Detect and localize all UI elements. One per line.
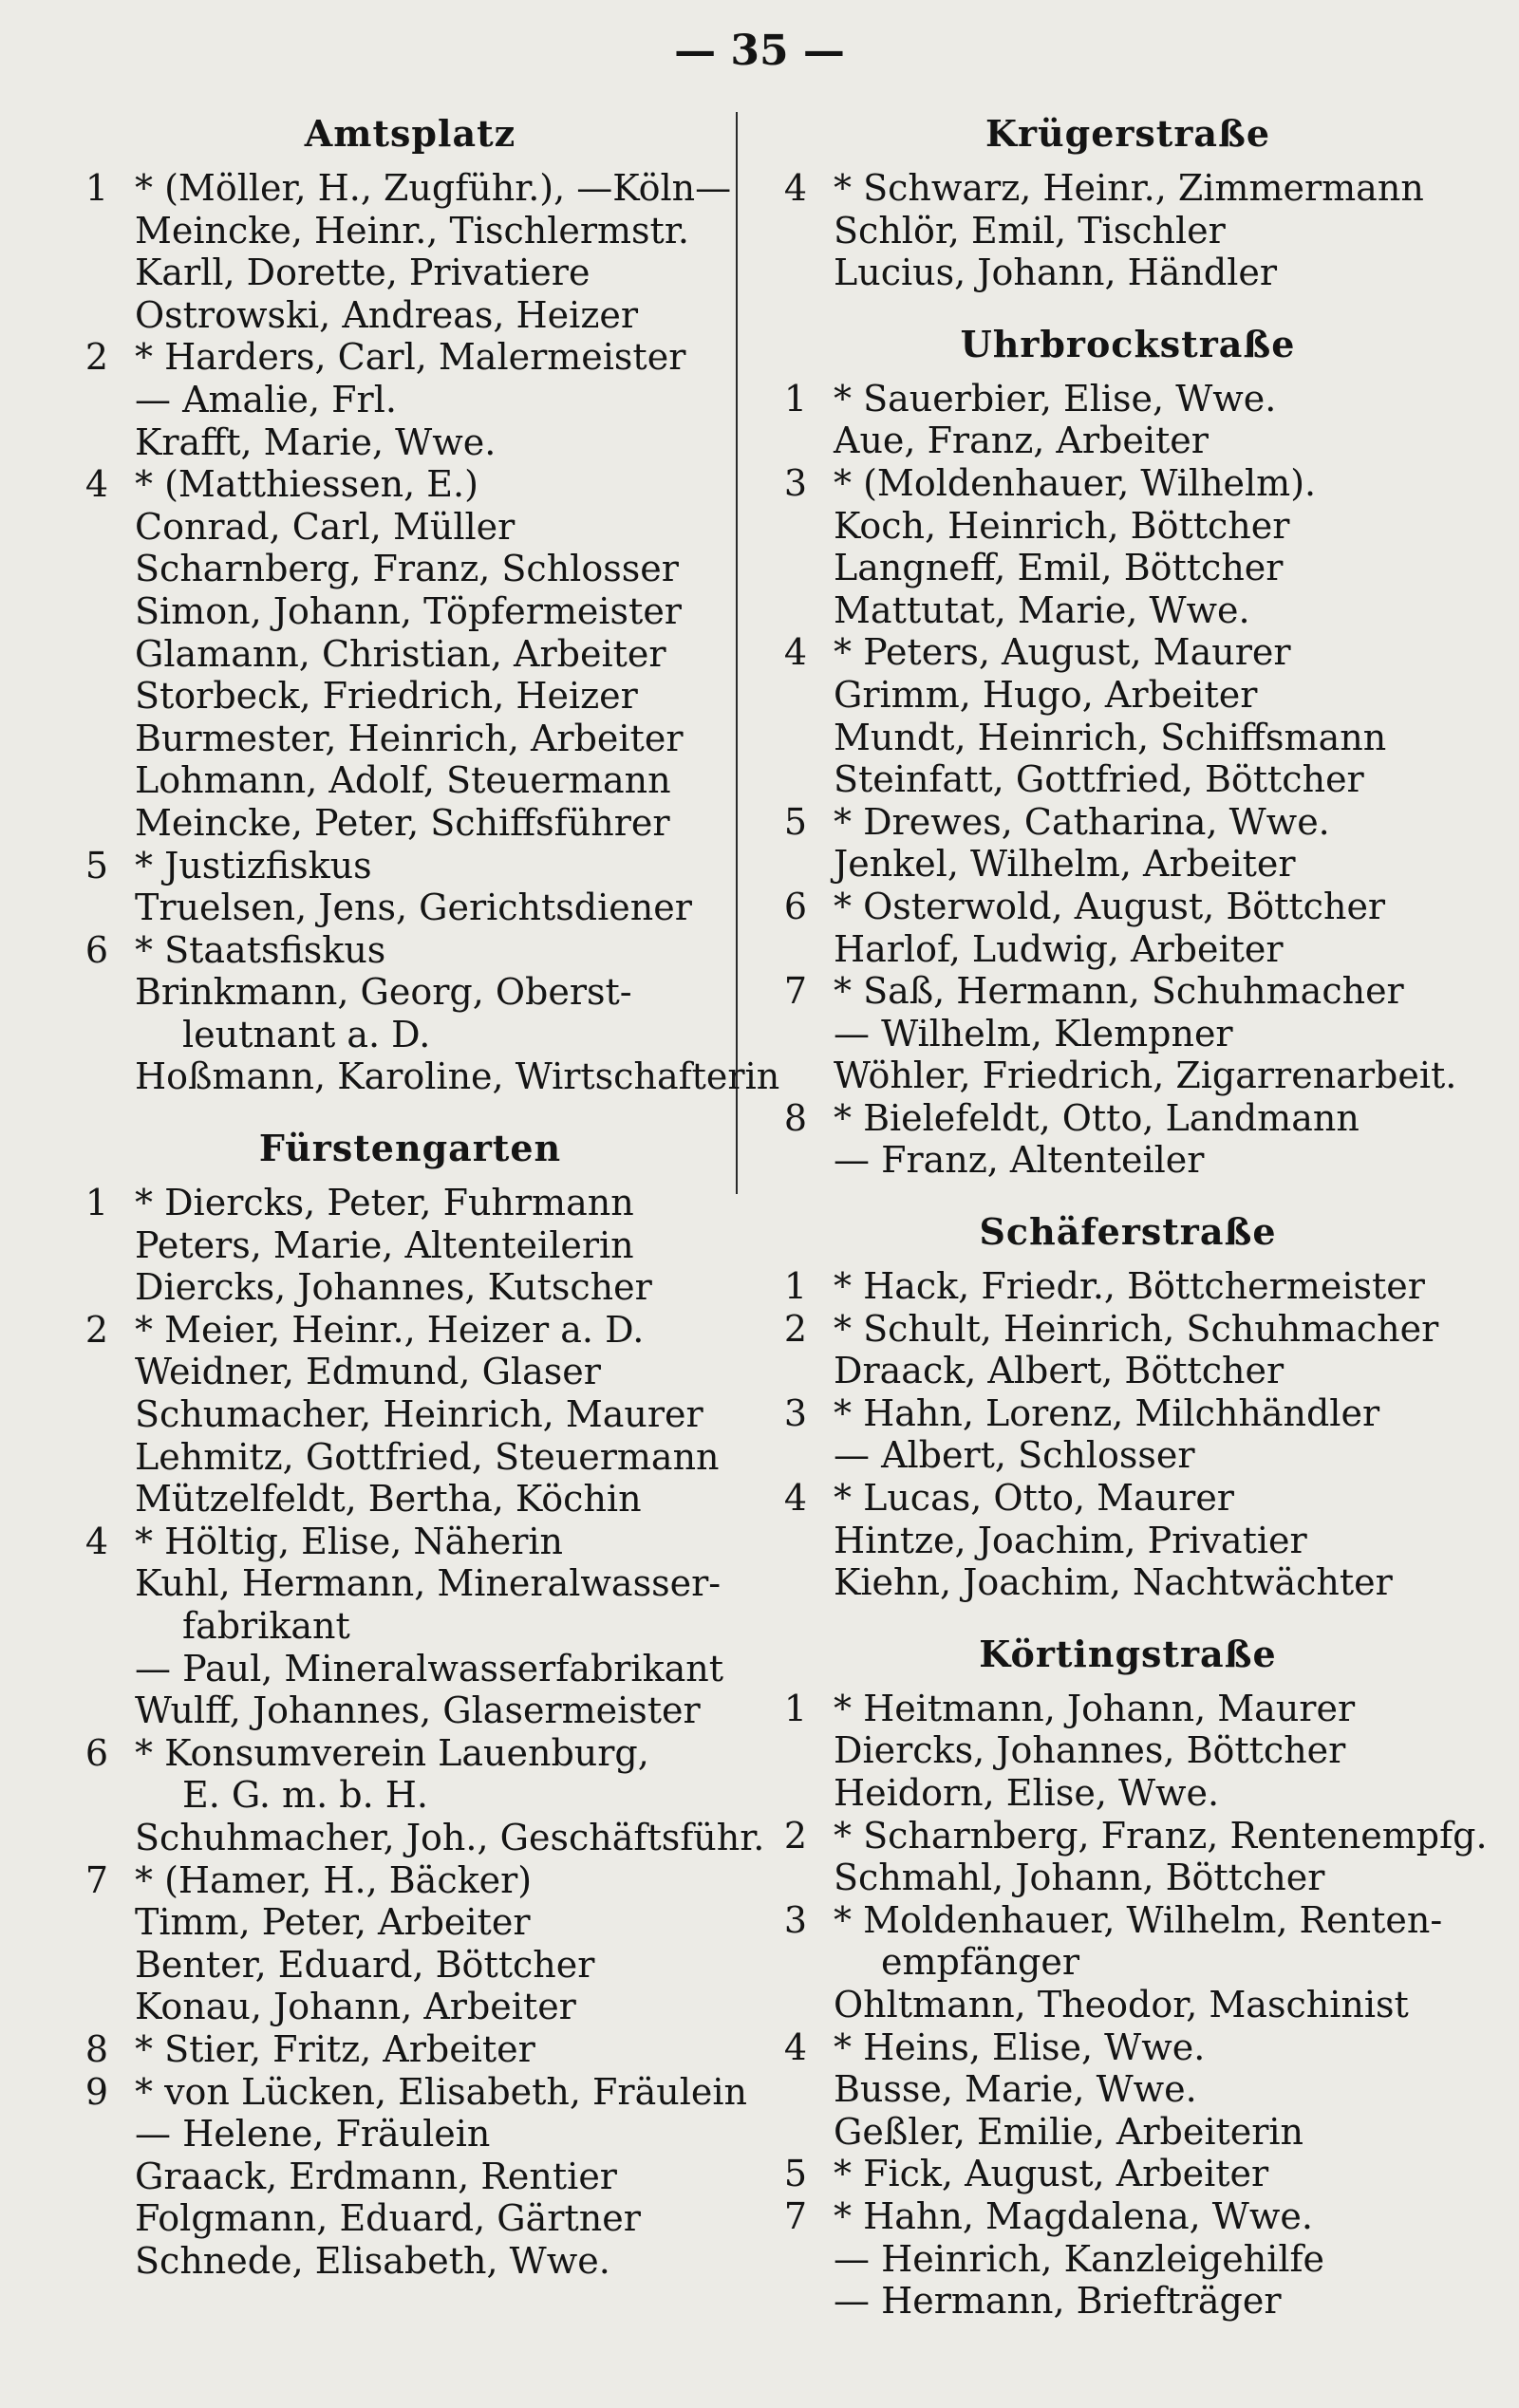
resident-entry [767,1729,1489,1772]
resident-entry [767,1477,1489,1520]
resident-entry [767,1265,1489,1308]
resident-entry [68,1859,752,1902]
resident-entry [767,717,1489,759]
resident-entry [68,1901,752,1944]
resident-text: Timm, Peter, Arbeiter [135,1901,531,1944]
resident-entry [68,1562,752,1605]
house-number: 3 [783,1391,807,1434]
resident-entry [767,843,1489,886]
resident-entry [68,1055,780,1098]
resident-entry [767,589,1489,632]
resident-text: Lehmitz, Gottfried, Steuermann [135,1435,720,1478]
house-number: 4 [783,167,807,209]
resident-text: * Staatsfiskus [135,928,386,971]
left-column [68,106,780,2389]
street-heading: Amtsplatz [304,112,516,155]
resident-entry [68,2113,752,2156]
resident-text: E. G. m. b. H. [182,1774,428,1817]
resident-text: Graack, Erdmann, Rentier [135,2155,617,2197]
resident-text: Mattutat, Marie, Wwe. [834,588,1250,631]
resident-entry [68,1732,752,1775]
resident-entry [68,718,752,760]
resident-entry [68,1309,752,1352]
resident-text: * (Möller, H., Zugführ.), —Köln— [135,167,732,209]
resident-text: * (Moldenhauer, Wilhelm). [834,461,1317,504]
house-number: 4 [783,2025,807,2068]
resident-text: Schmahl, Johann, Böttcher [834,1857,1325,1899]
resident-entry [68,2197,752,2240]
resident-text: Koch, Heinrich, Böttcher [834,504,1290,547]
resident-entry [767,210,1489,252]
resident-entry [68,1266,752,1309]
street-section [767,1627,1489,2323]
resident-text: Conrad, Carl, Müller [135,505,516,548]
resident-text: Mundt, Heinrich, Schiffsmann [834,716,1387,758]
resident-text: Kiehn, Joachim, Nachtwächter [834,1561,1393,1604]
resident-text: * Meier, Heinr., Heizer a. D. [135,1308,645,1351]
resident-entry [767,2238,1489,2281]
resident-text: * Osterwold, August, Böttcher [834,885,1386,927]
resident-entry [767,462,1489,505]
resident-entry [68,210,752,252]
resident-entry [767,2026,1489,2069]
resident-text: Simon, Johann, Töpfermeister [135,589,682,632]
resident-entry [767,970,1489,1013]
house-number: 1 [783,1687,807,1729]
resident-text: * Konsumverein Lauenburg, [135,1731,649,1774]
house-number: 4 [783,631,807,674]
house-number: 6 [84,1731,108,1774]
resident-entry [68,2156,752,2198]
resident-entry [767,1815,1489,1857]
resident-entry [68,167,752,210]
house-number: 2 [84,336,108,379]
resident-entry [767,420,1489,462]
resident-entry [767,1561,1489,1604]
resident-text: * Justizfiskus [135,844,372,887]
resident-text: Meincke, Peter, Schiffsführer [135,801,670,844]
street-section [68,106,780,1098]
resident-entry [767,2153,1489,2195]
resident-entry [767,1055,1489,1097]
resident-entry [767,758,1489,801]
resident-entry [767,1772,1489,1815]
resident-text: * Höltig, Elise, Näherin [135,1520,564,1562]
resident-text: * (Matthiessen, E.) [135,463,478,506]
resident-entry [68,1393,752,1436]
street-heading: Körtingstraße [979,1632,1277,1675]
resident-entry [767,505,1489,548]
resident-entry [767,1308,1489,1351]
resident-text: Schuhmacher, Joh., Geschäftsführ. [135,1816,765,1858]
house-number: 6 [783,885,807,927]
resident-text: * von Lücken, Elisabeth, Fräulein [135,2070,747,2113]
resident-entry [68,1014,752,1056]
house-number: 2 [783,1814,807,1857]
resident-entry [767,167,1489,210]
house-number: 1 [84,167,108,209]
resident-text: Diercks, Johannes, Böttcher [834,1729,1346,1772]
resident-text: — Paul, Mineralwasserfabrikant [135,1647,724,1689]
resident-text: * Heitmann, Johann, Maurer [834,1687,1356,1729]
resident-entry [68,1351,752,1393]
resident-entry [68,421,752,464]
resident-entry [68,1944,752,1987]
resident-text: Konau, Johann, Arbeiter [135,1986,576,2028]
resident-text: * Heins, Elise, Wwe. [834,2025,1206,2068]
resident-entry [767,2280,1489,2323]
resident-entry [767,1392,1489,1435]
resident-text: Storbeck, Friedrich, Heizer [135,675,638,718]
resident-text: leutnant a. D. [182,1013,431,1055]
resident-text: Benter, Eduard, Böttcher [135,1943,595,1986]
street-section [767,317,1489,1182]
resident-text: Aue, Franz, Arbeiter [834,420,1209,462]
resident-text: Karll, Dorette, Privatiere [135,252,591,294]
resident-text: * Diercks, Peter, Fuhrmann [135,1182,634,1224]
resident-text: Busse, Marie, Wwe. [834,2068,1197,2111]
resident-text: — Franz, Altenteiler [834,1139,1205,1182]
resident-entry [68,1986,752,2028]
resident-entry [767,801,1489,844]
resident-entry [68,675,752,718]
resident-entry [68,379,752,421]
resident-entry [68,1182,752,1224]
resident-text: Jenkel, Wilhelm, Arbeiter [834,843,1296,886]
resident-text: — Heinrich, Kanzleigehilfe [834,2237,1325,2280]
house-number: 6 [84,928,108,971]
resident-entry [767,674,1489,717]
resident-text: fabrikant [182,1605,350,1647]
resident-text: Lucius, Johann, Händler [834,252,1278,294]
house-number: 1 [783,377,807,420]
resident-entry [68,2240,752,2283]
house-number: 9 [84,2070,108,2113]
resident-entry [767,547,1489,589]
resident-text: * Stier, Fritz, Arbeiter [135,2027,535,2070]
resident-entry [767,1097,1489,1140]
house-number: 3 [783,461,807,504]
resident-text: Krafft, Marie, Wwe. [135,420,497,463]
house-number: 7 [783,2194,807,2237]
resident-text: Truelsen, Jens, Gerichtsdiener [135,887,692,929]
resident-entry [767,2195,1489,2238]
resident-text: Folgmann, Eduard, Gärtner [135,2197,641,2240]
house-number: 5 [84,844,108,887]
resident-text: * Moldenhauer, Wilhelm, Renten- [834,1898,1443,1941]
resident-text: * Fick, August, Arbeiter [834,2153,1269,2195]
resident-text: empfänger [881,1941,1080,1984]
resident-text: Wulff, Johannes, Glasermeister [135,1689,701,1732]
resident-text: Langneff, Emil, Böttcher [834,547,1284,589]
house-number: 1 [84,1182,108,1224]
street-heading: Fürstengarten [258,1127,562,1170]
resident-text: Geßler, Emilie, Arbeiterin [834,2110,1304,2153]
resident-entry [767,631,1489,674]
resident-entry [68,1224,752,1267]
resident-text: — Albert, Schlosser [834,1434,1195,1477]
resident-entry [68,1605,752,1648]
resident-text: Schlör, Emil, Tischler [834,209,1226,252]
resident-entry [767,2068,1489,2111]
resident-entry [68,845,752,887]
resident-entry [68,1436,752,1479]
resident-entry [767,1013,1489,1055]
resident-text: — Hermann, Briefträger [834,2280,1282,2323]
house-number: 4 [84,1520,108,1562]
resident-entry [68,1689,752,1732]
resident-text: Wöhler, Friedrich, Zigarrenarbeit. [834,1055,1457,1097]
resident-entry [767,1899,1489,1942]
resident-entry [68,887,752,929]
resident-text: * Schult, Heinrich, Schuhmacher [834,1307,1439,1350]
resident-text: Hintze, Joachim, Privatier [834,1519,1307,1561]
resident-entry [68,1816,765,1859]
resident-entry [68,463,752,506]
right-column [767,106,1489,2389]
resident-text: * Peters, August, Maurer [834,631,1291,674]
resident-text: * Harders, Carl, Malermeister [135,336,686,379]
resident-entry [68,971,752,1014]
street-heading: Schäferstraße [979,1210,1277,1254]
house-number: 1 [783,1265,807,1308]
resident-entry [68,2028,752,2071]
resident-entry [767,1984,1489,2026]
resident-text: Diercks, Johannes, Kutscher [135,1266,652,1309]
resident-entry [767,1857,1489,1899]
resident-text: Brinkmann, Georg, Oberst- [135,971,632,1014]
resident-entry [68,1774,752,1817]
resident-text: Glamann, Christian, Arbeiter [135,632,666,675]
resident-entry [767,2111,1489,2154]
resident-text: * Saß, Hermann, Schuhmacher [834,970,1404,1013]
resident-text: — Amalie, Frl. [135,378,397,420]
resident-text: Weidner, Edmund, Glaser [135,1351,601,1393]
resident-entry [767,1350,1489,1392]
house-number: 2 [783,1307,807,1350]
resident-text: Steinfatt, Gottfried, Böttcher [834,758,1364,801]
resident-text: * Bielefeldt, Otto, Landmann [834,1096,1360,1139]
resident-entry [68,294,752,337]
house-number: 4 [783,1477,807,1520]
house-number: 7 [84,1858,108,1901]
resident-entry [767,378,1489,420]
resident-entry [767,1434,1489,1477]
house-number: 5 [783,2153,807,2195]
resident-text: Grimm, Hugo, Arbeiter [834,673,1258,716]
house-number: 8 [783,1096,807,1139]
resident-entry [68,336,752,379]
resident-entry [68,802,752,845]
house-number: 8 [84,2027,108,2070]
resident-text: Meincke, Heinr., Tischlermstr. [135,209,689,252]
street-section [767,1204,1489,1604]
house-number: 2 [84,1308,108,1351]
resident-entry [68,1478,752,1521]
resident-text: Peters, Marie, Altenteilerin [135,1223,634,1266]
resident-text: Draack, Albert, Böttcher [834,1350,1285,1392]
street-heading: Uhrbrockstraße [960,322,1296,365]
resident-text: — Wilhelm, Klempner [834,1012,1233,1055]
house-number: 7 [783,970,807,1013]
resident-text: Hoßmann, Karoline, Wirtschafterin [135,1055,780,1098]
resident-text: * Schwarz, Heinr., Zimmermann [834,167,1424,209]
resident-entry [68,590,752,633]
resident-text: * Sauerbier, Elise, Wwe. [834,377,1277,420]
resident-entry [767,1139,1489,1182]
resident-text: — Helene, Fräulein [135,2113,491,2156]
resident-text: Ohltmann, Theodor, Maschinist [834,1983,1409,2025]
resident-entry [767,1688,1489,1730]
resident-text: * Lucas, Otto, Maurer [834,1477,1234,1520]
resident-text: * Drewes, Catharina, Wwe. [834,800,1330,843]
resident-text: Schnede, Elisabeth, Wwe. [135,2239,610,2282]
resident-text: Harlof, Ludwig, Arbeiter [834,927,1284,970]
house-number: 5 [783,800,807,843]
resident-text: Scharnberg, Franz, Schlosser [135,548,679,590]
resident-text: * Hack, Friedr., Böttchermeister [834,1265,1425,1308]
resident-text: Kuhl, Hermann, Mineralwasser- [135,1562,722,1605]
resident-text: * Hahn, Magdalena, Wwe. [834,2194,1313,2237]
page-number: — 35 — [674,27,845,75]
resident-entry [68,633,752,676]
resident-entry [68,929,752,972]
resident-entry [68,548,752,590]
house-number: 3 [783,1898,807,1941]
resident-text: Burmester, Heinrich, Arbeiter [135,717,684,759]
resident-entry [68,2071,752,2114]
resident-entry [68,252,752,294]
resident-entry [68,1521,752,1563]
resident-text: * Hahn, Lorenz, Milchhändler [834,1391,1380,1434]
resident-entry [767,928,1489,971]
resident-entry [767,886,1489,928]
resident-entry [767,1941,1489,1984]
resident-text: * (Hamer, H., Bäcker) [135,1858,533,1901]
street-section [767,106,1489,294]
resident-entry [68,506,752,549]
resident-text: Ostrowski, Andreas, Heizer [135,293,638,336]
resident-entry [68,759,752,802]
street-heading: Krügerstraße [985,112,1271,155]
house-number: 4 [84,463,108,506]
resident-entry [767,252,1489,294]
resident-text: Heidorn, Elise, Wwe. [834,1772,1220,1814]
street-section [68,1121,765,2282]
resident-text: Lohmann, Adolf, Steuermann [135,759,671,802]
resident-entry [68,1648,752,1690]
resident-text: * Scharnberg, Franz, Rentenempfg. [834,1814,1488,1857]
resident-entry [767,1520,1489,1562]
resident-text: Mützelfeldt, Bertha, Köchin [135,1478,642,1521]
resident-text: Schumacher, Heinrich, Maurer [135,1393,703,1436]
